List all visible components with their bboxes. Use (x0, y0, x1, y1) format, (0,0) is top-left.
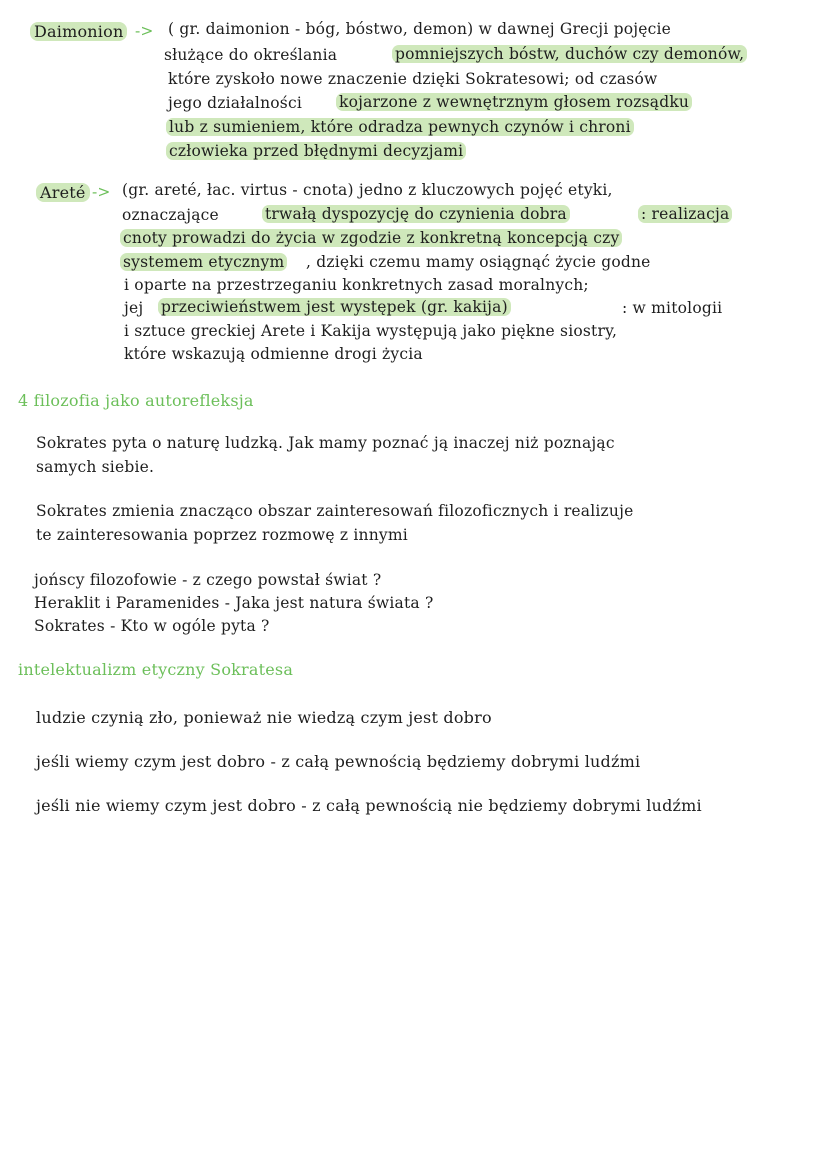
intellectualism-line-1: ludzie czynią zło, ponieważ nie wiedzą czym jest dobro (36, 708, 492, 727)
section-4-p1-line-1: Sokrates pyta o naturę ludzką. Jak mamy poznać ją inaczej niż poznając (36, 434, 615, 452)
daimonion-line-6-highlight: człowieka przed błędnymi decyzjami (166, 142, 466, 160)
daimonion-line-4-highlight: kojarzone z wewnętrznym głosem rozsądku (336, 93, 692, 111)
section-4-p1-line-2: samych siebie. (36, 458, 155, 476)
arete-line-2c-highlight: : realizacja (638, 205, 732, 223)
arete-line-6b-highlight: przeciwieństwem jest występek (gr. kakija) (158, 298, 511, 316)
intellectualism-heading: intelektualizm etyczny Sokratesa (18, 660, 294, 679)
section-4-heading: 4 filozofia jako autorefleksja (18, 391, 254, 410)
section-4-list-item-3: Sokrates - Kto w ogóle pyta ? (34, 617, 270, 635)
daimonion-line-2-highlight: pomniejszych bóstw, duchów czy demonów, (392, 45, 747, 63)
daimonion-line-3: które zyskoło nowe znaczenie dzięki Sokratesowi; od czasów (168, 70, 658, 88)
daimonion-line-5-highlight: lub z sumieniem, które odradza pewnych czynów i chroni (166, 118, 634, 136)
section-4-p2-line-2: te zainteresowania poprzez rozmowę z innymi (36, 526, 408, 544)
arete-line-8: które wskazują odmienne drogi życia (124, 345, 423, 363)
section-4-list-item-1: jońscy filozofowie - z czego powstał świat ? (34, 571, 382, 589)
arete-line-4a-highlight: systemem etycznym (120, 253, 287, 271)
daimonion-term: Daimonion (30, 22, 127, 41)
arete-line-4b: , dzięki czemu mamy osiągnąć życie godne (306, 253, 651, 271)
intellectualism-line-3: jeśli nie wiemy czym jest dobro - z całą pewnością nie będziemy dobrymi ludźmi (36, 796, 702, 815)
section-4-p2-line-1: Sokrates zmienia znacząco obszar zainteresowań filozoficznych i realizuje (36, 502, 634, 520)
arete-line-2a: oznaczające (122, 206, 219, 224)
arete-arrow: -> (92, 183, 111, 201)
arete-line-5: i oparte na przestrzeganiu konkretnych zasad moralnych; (124, 276, 589, 294)
section-4-list-item-2: Heraklit i Paramenides - Jaka jest natura świata ? (34, 594, 434, 612)
arete-line-3-highlight: cnoty prowadzi do życia w zgodzie z konkretną koncepcją czy (120, 229, 622, 247)
daimonion-line-1: ( gr. daimonion - bóg, bóstwo, demon) w dawnej Grecji pojęcie (168, 20, 672, 38)
intellectualism-line-2: jeśli wiemy czym jest dobro - z całą pewnością będziemy dobrymi ludźmi (36, 752, 641, 771)
daimonion-arrow: -> (135, 22, 154, 40)
arete-line-7: i sztuce greckiej Arete i Kakija występują jako piękne siostry, (124, 322, 618, 340)
arete-term: Areté (36, 183, 90, 202)
daimonion-line-2: służące do określania (164, 46, 338, 64)
daimonion-line-4: jego działalności (168, 94, 302, 112)
arete-line-1: (gr. areté, łac. virtus - cnota) jedno z kluczowych pojęć etyki, (122, 181, 613, 199)
arete-line-2b-highlight: trwałą dyspozycję do czynienia dobra (262, 205, 570, 223)
arete-line-6a: jej (124, 299, 144, 317)
arete-line-6c: : w mitologii (622, 299, 723, 317)
